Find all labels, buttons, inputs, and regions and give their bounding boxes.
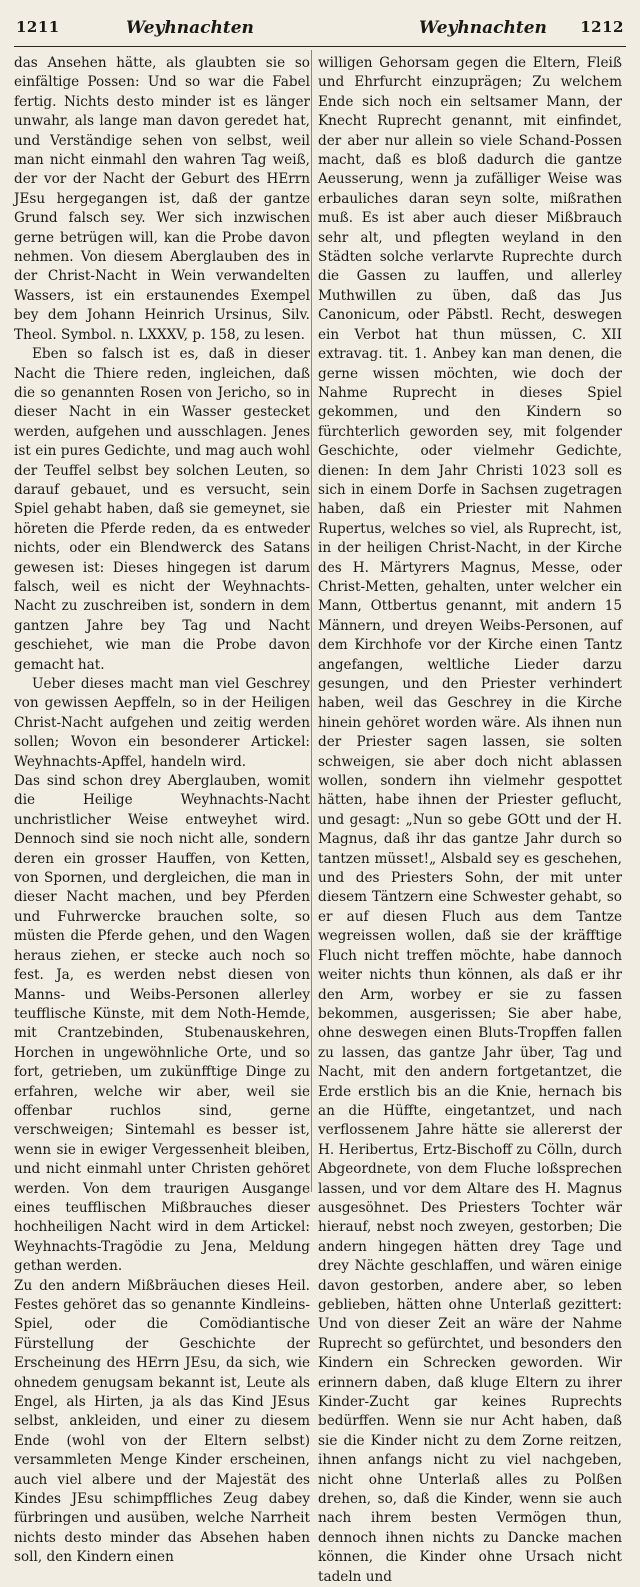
paragraph: Ueber dieses macht man viel Geschrey von gewissen Aepffeln, so in der Heiligen Christ-Nacht aufgehen und zeitig werden sollen; Wovon ein besonderer Artickel: Weyhnachts-Apffel, handeln wird. [14, 676, 310, 770]
paragraph: das Ansehen hätte, als glaubten sie so einfältige Possen: Und so war die Fabel fertig. Nichts desto minder ist es länger unwahr, als lange man davon geredet hat, und Verständige sehen von selbst, weil man nicht einmahl den wahren Tag weiß, der vor der Nacht der Geburt des HErrn JEsu hergegangen ist, daß der gantze Grund falsch sey. Wer sich inzwischen gerne betrügen will, kan die Probe davon nehmen. Von diesem Aberglauben des in der Christ-Nacht in Wein verwandelten Wassers, ist ein erstaunendes Exempel bey dem Johann Heinrich Ursinus, Silv. Theol. Symbol. n. LXXXV, p. 158, zu lesen. [14, 55, 310, 343]
page-header [14, 12, 626, 47]
paragraph: Eben so falsch ist es, daß in dieser Nacht die Thiere reden, ingleichen, daß die so genannten Rosen von Jericho, so in dieser Nacht in ein Wasser gestecket werden, aufgehen und ausschlagen. Jenes ist ein pures Gedichte, und mag auch wohl der Teuffel selbst bey solchen Leuten, so darauf gebauet, und es versucht, sein Spiel gehabt haben, daß sie gemeynet, sie höreten die Pferde reden, da es entweder nichts, oder ein Blendwerck des Satans gewesen ist: Dieses hingegen ist darum falsch, weil es nicht der Weyhnachts-Nacht zu zuschreiben ist, sondern in dem gantzen Jahre bey Tag und Nacht geschiehet, wie man die Probe davon gemacht hat. [14, 346, 310, 673]
paragraph: Das sind schon drey Aberglauben, womit die Heilige Weyhnachts-Nacht unchristlicher Weise entweyhet wird. Dennoch sind sie noch nicht alle, sondern deren ein grosser Hauffen, von Ketten, von Spornen, und dergleichen, die man in dieser Nacht machen, und bey Pferden und Fuhrwercke brauchen solte, so müsten die Pferde gehen, und den Wagen heraus ziehen, er stecke auch noch so fest. Ja, es werden nebst diesen von Manns- und Weibs-Personen allerley teufflische Künste, mit dem Noth-Hemde, mit Crantzebinden, Stubenauskehren, Horchen in ungewöhnliche Orte, und so fort, getrieben, um zukünfftige Dinge zu erfahren, welche wir aber, weil sie offenbar ruchlos sind, gerne verschweigen; Sintemahl es besser ist, wenn sie in ewiger Vergessenheit bleiben, und nicht einmahl unter Christen gehöret werden. Von dem traurigen Ausgange eines teufflischen Mißbrauches dieser hochheiligen Nacht wird in dem Artickel: Weyhnachts-Tragödie zu Jena, Meldung gethan werden. [14, 773, 310, 1275]
right-page-number: 1212 [580, 18, 624, 36]
right-column [318, 54, 622, 1585]
right-running-title: Weyhnachten [419, 18, 547, 38]
paragraph: Zu den andern Mißbräuchen dieses Heil. Festes gehöret das so genannte Kindleins-Spiel, oder die Comödiantische Fürstellung der Geschichte der Erscheinung des HErrn JEsu, da sich, wie ohnedem genugsam bekannt ist, Leute als Engel, als Hirten, ja als das Kind JEsus selbst, ankleiden, und einer zu diesem Ende (wohl von der Eltern selbst) versammleten Menge Kinder erscheinen, auch viel albere und der Majestät des Kindes JEsu schimpffliches Zeug dabey fürbringen und ausüben, welche Narrheit nichts desto minder das Absehen haben soll, den Kindern einen [14, 1277, 310, 1566]
paragraph: willigen Gehorsam gegen die Eltern, Fleiß und Ehrfurcht einzuprägen; Zu welchem Ende sich noch ein seltsamer Mann, der Knecht Ruprecht genannt, mit einfindet, der aber nur allein so viele Schand-Possen macht, daß es bloß dadurch die gantze Aeusserung, wenn ja zufälliger Weise was erbauliches daran seyn solte, mißrathen muß. Es ist aber auch dieser Mißbrauch sehr alt, und pflegten weyland in den Städten solche verlarvte Ruprechte durch die Gassen zu lauffen, und allerley Muthwillen zu üben, daß das Jus Canonicum, oder Päbstl. Recht, deswegen ein Verbot hat thun müssen, C. XII extravag. tit. 1. Anbey kan man denen, die gerne wissen möchten, wie doch der Nahme Ruprecht in dieses Spiel gekommen, und den Kindern so fürchterlich geworden sey, mit folgender Geschichte, oder vielmehr Gedichte, dienen: In dem Jahr Christi 1023 soll es sich in einem Dorfe in Sachsen zugetragen haben, daß ein Priester mit Nahmen Rupertus, welches so viel, als Ruprecht, ist, in der heiligen Christ-Nacht, in der Kirche des H. Märtyrers Magnus, Messe, oder Christ-Metten, gehalten, unter welcher ein Mann, Ottbertus genannt, mit andern 15 Männern, und dreyen Weibs-Personen, auf dem Kirchhofe vor der Kirche einen Tantz angefangen, weltliche Lieder darzu gesungen, und den Priester verhindert haben, weil das Geschrey in die Kirche hinein gehöret worden wäre. Als ihnen nun der Priester sagen lassen, sie solten schweigen, sie aber doch nicht ablassen wollen, sondern ihn vielmehr gespottet hätten, habe ihnen der Priester geflucht, und gesagt: „Nun so gebe GOtt und der H. Magnus, daß ihr das gantze Jahr durch so tantzen müsset!„ Alsbald sey es geschehen, und des Priesters Sohn, der mit unter diesem Täntzern eine Schwester gehabt, so er auf diesen Fluch aus dem Tantze wegreissen wollen, daß sie der kräfftige Fluch nicht treffen möchte, habe dannoch weiter nichts thun können, als daß er ihr den Arm, worbey er sie zu fassen bekommen, ausgerissen; Sie aber habe, ohne deswegen einen Bluts-Tropffen fallen zu lassen, das gantze Jahr über, Tag und Nacht, mit den andern fortgetantzet, die Erde erstlich bis an die Knie, hernach bis an die Hüffte, eingetantzet, und nach verflossenem Jahre hätte sie allererst der H. Heribertus, Ertz-Bischoff zu Cölln, durch Abgeordnete, von dem Fluche loßsprechen lassen, und vor dem Altare des H. Magnus ausgesöhnet. Des Priesters Tochter wär hierauf, nebst noch zweyen, gestorben; Die andern hingegen hätten drey Tage und drey Nächte geschlaffen, und wären einige davon gestorben, andere aber, so leben geblieben, hätten ohne Unterlaß gezittert: Und von dieser Zeit an wäre der Nahme Ruprecht so gefürchtet, und besonders den Kindern ein Schrecken geworden. Wir erinnern daben, daß kluge Eltern zu ihrer Kinder-Zucht gar keines Ruprechts bedürffen. Wenn sie nur Acht haben, daß sie die Kinder nicht zu dem Zorne reitzen, ihnen anfangs nicht zu viel nachgeben, nicht ohne Unterlaß alles zu Polßen drehen, so, daß die Kinder, wenn sie auch nach ihrem besten Vermögen thun, dennoch ihnen nichts zu Dancke machen können, die Kinder ohne Ursach nicht tadeln und [318, 55, 622, 1585]
column-divider [311, 50, 312, 1192]
left-running-title: Weyhnachten [126, 18, 254, 38]
left-page-number: 1211 [16, 18, 60, 36]
left-column [14, 54, 310, 1566]
